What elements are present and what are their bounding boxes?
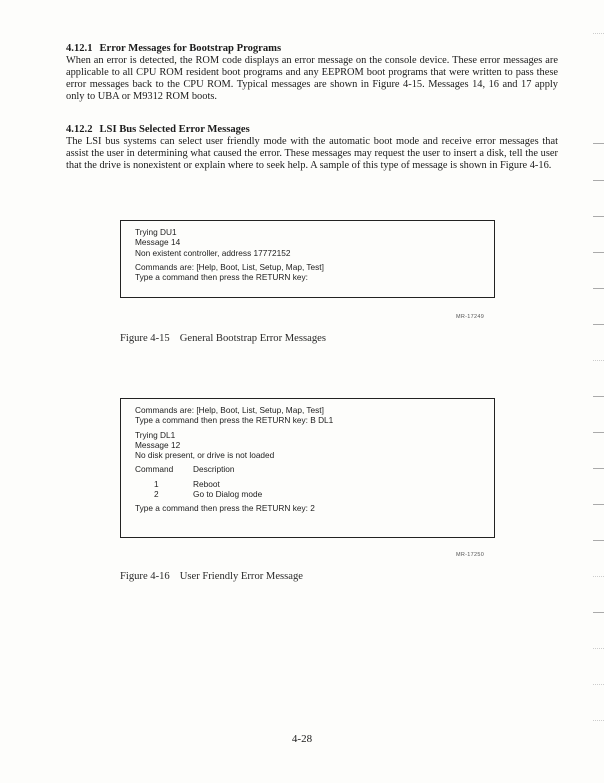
margin-mark [593,576,604,577]
margin-mark [593,468,604,469]
command-table-row [135,479,480,489]
section-heading [66,124,558,136]
command-description: Go to Dialog mode [193,489,263,500]
description-column-header: Description [193,464,235,475]
section-4-12-1 [66,43,558,103]
section-paragraph: When an error is detected, the ROM code displays an error message on the console device. These error messages are applicable to all CPU ROM resident boot programs and any EEPROM boot programs that were written to pass these error messages back to the CPU ROM. Typical messages are shown in Figure 4-15. Messages 14, 16 and 17 apply only to UBA or M9312 ROM boots. [66,55,558,103]
command-number: 1 [154,478,159,489]
figure-caption [120,571,303,582]
section-title: Error Messages for Bootstrap Programs [99,43,282,54]
caption-text: User Friendly Error Message [179,571,304,582]
figure-4-15-terminal-box [120,220,495,298]
margin-mark [593,648,604,649]
section-title: LSI Bus Selected Error Messages [99,124,250,135]
margin-mark [593,684,604,685]
terminal-line: Commands are: [Help, Boot, List, Setup, Map, Test] [135,405,324,415]
margin-mark [593,288,604,289]
margin-mark [593,360,604,361]
command-column-header: Command [135,464,174,475]
margin-mark [593,33,604,34]
section-heading [66,43,558,55]
margin-mark [593,540,604,541]
command-table-row [135,489,480,499]
command-number: 2 [154,489,159,500]
terminal-line: Message 14 [135,237,181,248]
margin-mark [593,396,604,397]
figure-id: MR-17250 [456,552,485,558]
margin-mark [593,504,604,505]
terminal-line: Commands are: [Help, Boot, List, Setup, Map, Test] [135,261,324,272]
terminal-line: No disk present, or drive is not loaded [135,450,275,461]
terminal-line: Trying DU1 [135,227,177,237]
command-table-header [135,464,480,474]
terminal-line: Type a command then press the RETURN key: 2 [135,503,315,514]
caption-text: General Bootstrap Error Messages [179,333,326,344]
margin-mark [593,180,604,181]
figure-id: MR-17249 [456,314,485,320]
figure-4-16-terminal-box [120,398,495,538]
command-description: Reboot [193,478,220,489]
caption-number: Figure 4-15 [120,333,170,344]
margin-mark [593,143,604,144]
margin-mark [593,216,604,217]
section-number: 4.12.2 [66,124,93,135]
section-paragraph: The LSI bus systems can select user friendly mode with the automatic boot mode and receive error messages that assist the user in determining what caused the error. These messages may request the user to insert a disk, tell the user that the drive is nonexistent or explain where to seek help. A sample of this type of message is shown in Figure 4-16. [66,136,558,172]
margin-mark [593,720,604,721]
terminal-line: Trying DL1 [135,429,176,440]
section-4-12-2 [66,124,558,172]
section-number: 4.12.1 [66,43,93,54]
page-number: 4-28 [291,733,313,745]
terminal-line: Non existent controller, address 17772152 [135,247,291,258]
figure-caption [120,333,326,344]
margin-mark [593,612,604,613]
terminal-line: Type a command then press the RETURN key: [135,272,308,283]
caption-number: Figure 4-16 [120,571,170,582]
terminal-line: Type a command then press the RETURN key: B DL1 [135,415,334,426]
margin-mark [593,432,604,433]
margin-mark [593,324,604,325]
margin-mark [593,252,604,253]
terminal-line: Message 12 [135,439,181,450]
